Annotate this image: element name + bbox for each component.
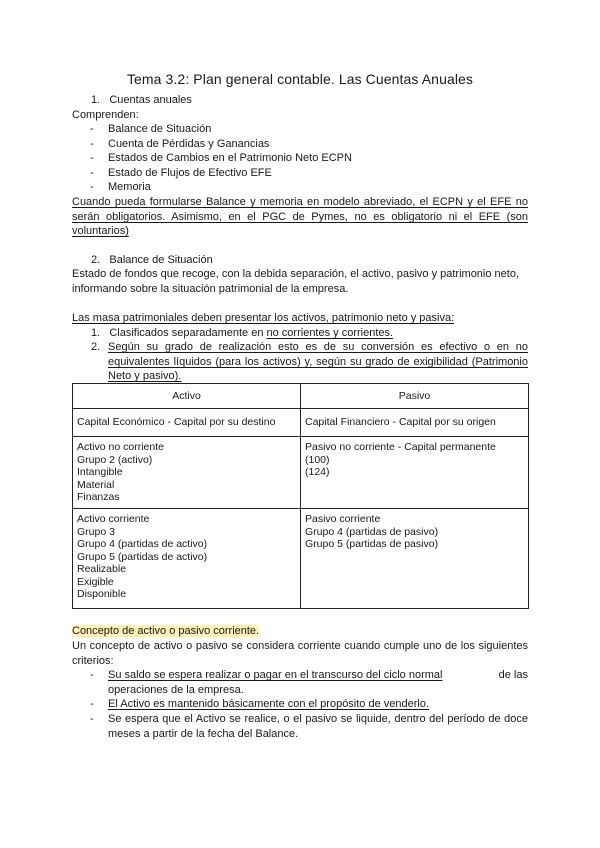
cell-line: Pasivo no corriente - Capital permanente [305, 441, 496, 453]
cell-line: (100) [305, 453, 330, 466]
note-line: voluntarios) [72, 225, 129, 237]
cell-line: Grupo 5 (partidas de pasivo) [305, 538, 439, 550]
highlighted-heading: Concepto de activo o pasivo corriente. [72, 625, 260, 637]
list-item-text: Se espera que el Activo se realice, o el pasivo se liquide, dentro del período de doce [108, 713, 528, 725]
cell-line: (124) [305, 466, 330, 478]
criterion-text: Neto y pasivo). [108, 370, 182, 382]
table-cell [73, 509, 301, 609]
masses-intro: Las masa patrimoniales deben presentar los activos, patrimonio neto y pasiva: [72, 312, 455, 324]
cell-line: Grupo 4 (partidas de pasivo) [305, 525, 439, 538]
cell-line: Material [77, 478, 115, 491]
table-cell [73, 409, 301, 437]
underlined-text: Su saldo se espera realizar o pagar en el transcurso del ciclo normal [108, 669, 443, 681]
page-title: Tema 3.2: Plan general contable. Las Cuentas Anuales [126, 71, 474, 87]
plain-text: de las [498, 669, 528, 681]
cell-line: Exigible [77, 575, 114, 588]
note-line: Cuando pueda formularse Balance y memoria en modelo abreviado, el ECPN y el EFE no [72, 196, 528, 208]
cell-line: Grupo 5 (partidas de activo) [77, 550, 208, 563]
criterion-text: Según su grado de realización esto es de su conversión es efectivo o en no [108, 341, 528, 353]
section-1-title: Cuentas anuales [109, 94, 192, 106]
table-cell [73, 437, 301, 509]
cell-line: Disponible [77, 588, 127, 600]
criterion-text: equivalentes líquidos (para los activos) y, según su grado de exigibilidad (Patrimonio [108, 356, 528, 368]
list-item-text: Balance de Situación [108, 123, 212, 135]
concept-heading [72, 624, 259, 638]
section-2-number: 2. [91, 254, 101, 266]
balance-table [72, 383, 529, 609]
table-row [73, 437, 529, 509]
concept-intro: criterios: [72, 655, 114, 667]
table-cell [301, 409, 529, 437]
section-1-heading [91, 93, 192, 107]
list-item-text: Cuenta de Pérdidas y Ganancias [108, 138, 270, 150]
list-item-text: Estado de Flujos de Efectivo EFE [108, 167, 272, 179]
table-header: Activo [73, 384, 301, 409]
cell-line: Capital Económico - Capital por su destino [77, 416, 276, 429]
table-header: Pasivo [301, 384, 529, 409]
cell-line: Grupo 4 (partidas de activo) [77, 538, 208, 550]
cell-line: Capital Financiero - Capital por su origen [305, 416, 496, 429]
criterion-1 [91, 326, 393, 340]
section-2-description: Estado de fondos que recoge, con la debida separación, el activo, pasivo y patrimonio neto, [72, 268, 520, 280]
criterion-number: 1. [91, 327, 101, 339]
list-item-text: Memoria [108, 181, 151, 193]
section-1-number: 1. [91, 94, 101, 106]
list-item-text: operaciones de la empresa. [108, 684, 244, 696]
criterion-text: Clasificados separadamente en [109, 327, 267, 339]
note-line: serán obligatorios. Asimismo, en el PGC de Pymes, no es obligatorio ni el EFE (son [72, 211, 528, 223]
cell-line: Grupo 3 [77, 525, 115, 538]
list-item-text: meses a partir de la fecha del Balance. [108, 728, 299, 740]
cell-line: Finanzas [77, 491, 120, 503]
concept-intro: Un concepto de activo o pasivo se considera corriente cuando cumple uno de los siguientes [72, 640, 528, 652]
cell-line: Activo no corriente [77, 441, 164, 453]
list-item-text: El Activo es mantenido básicamente con el propósito de venderlo. [108, 698, 430, 710]
table-cell [301, 509, 529, 609]
criterion-number: 2. [91, 341, 101, 353]
cell-line: Pasivo corriente [305, 513, 381, 525]
table-row [73, 409, 529, 437]
section-2-description: informando sobre la situación patrimonial de la empresa. [72, 283, 349, 295]
section-2-heading [91, 253, 213, 267]
criterion-text-underlined: no corrientes y corrientes. [266, 327, 394, 339]
section-1-intro: Comprenden: [72, 109, 139, 121]
list-item-text [108, 668, 528, 682]
cell-line: Activo corriente [77, 513, 150, 525]
table-header-row [73, 384, 529, 409]
section-2-title: Balance de Situación [109, 254, 213, 266]
document-page: Tema 3.2: Plan general contable. Las Cuentas Anuales 1. Cuentas anuales Comprenden: - Balance de Situación - Cuenta de Pérdidas y Ganancias - Estados de Cambios en el Patrimonio Neto ECPN - Estado de Flujos de Efectivo EFE - Memoria Cuando pueda formularse Balance y memoria en modelo abreviado, el ECPN y el EFE no serán obligatorios. Asimismo, en el PGC de Pymes, no es obligatorio ni el EFE (son voluntarios) 2. Balance de Situación Estado de fondos que recoge, con la debida separación, el activo, pasivo y patrimonio neto, informando sobre la situación patrimonial de la empresa. Las masa patrimoniales deben presentar los activos, patrimonio neto y pasiva: 1. Clasificados separadamente en no corrientes y corrientes. 2. Según su grado de realización esto es de su conversión es efectivo o en no equivalentes líquidos (para los activos) y, según su grado de exigibilidad (Patrimonio Neto y pasivo). Activo Pasivo Capital Económico - Capital por su destino Capital Financiero - Capital por su origen Activo no corriente Grupo 2 (activo) Intangible Material Finanzas Pasivo no corriente - Capital permanente (100) (124) Activo corriente Grupo 3 Grupo 4 (partidas de activo) Grupo 5 (partidas de activo) Realizable Exigible Disponible Pasivo corriente Grupo 4 (partidas de pasivo) Grupo 5 (partidas de pasivo) Concepto de activo o pasivo corriente. Un concepto de activo o pasivo se considera corriente cuando cumple uno de los siguientes criterios: - Su saldo se espera realizar o pagar en el transcurso del ciclo normal de las operaciones de la empresa. - El Activo es mantenido básicamente con el propósito de venderlo. - Se espera que el Activo se realice, o el pasivo se liquide, dentro del período de doce meses a partir de la fecha del Balance. [0, 0, 600, 848]
table-cell [301, 437, 529, 509]
table-row [73, 509, 529, 609]
cell-line: Intangible [77, 466, 123, 478]
list-item-text: Estados de Cambios en el Patrimonio Neto ECPN [108, 152, 352, 164]
cell-line: Realizable [77, 563, 127, 575]
cell-line: Grupo 2 (activo) [77, 453, 153, 466]
